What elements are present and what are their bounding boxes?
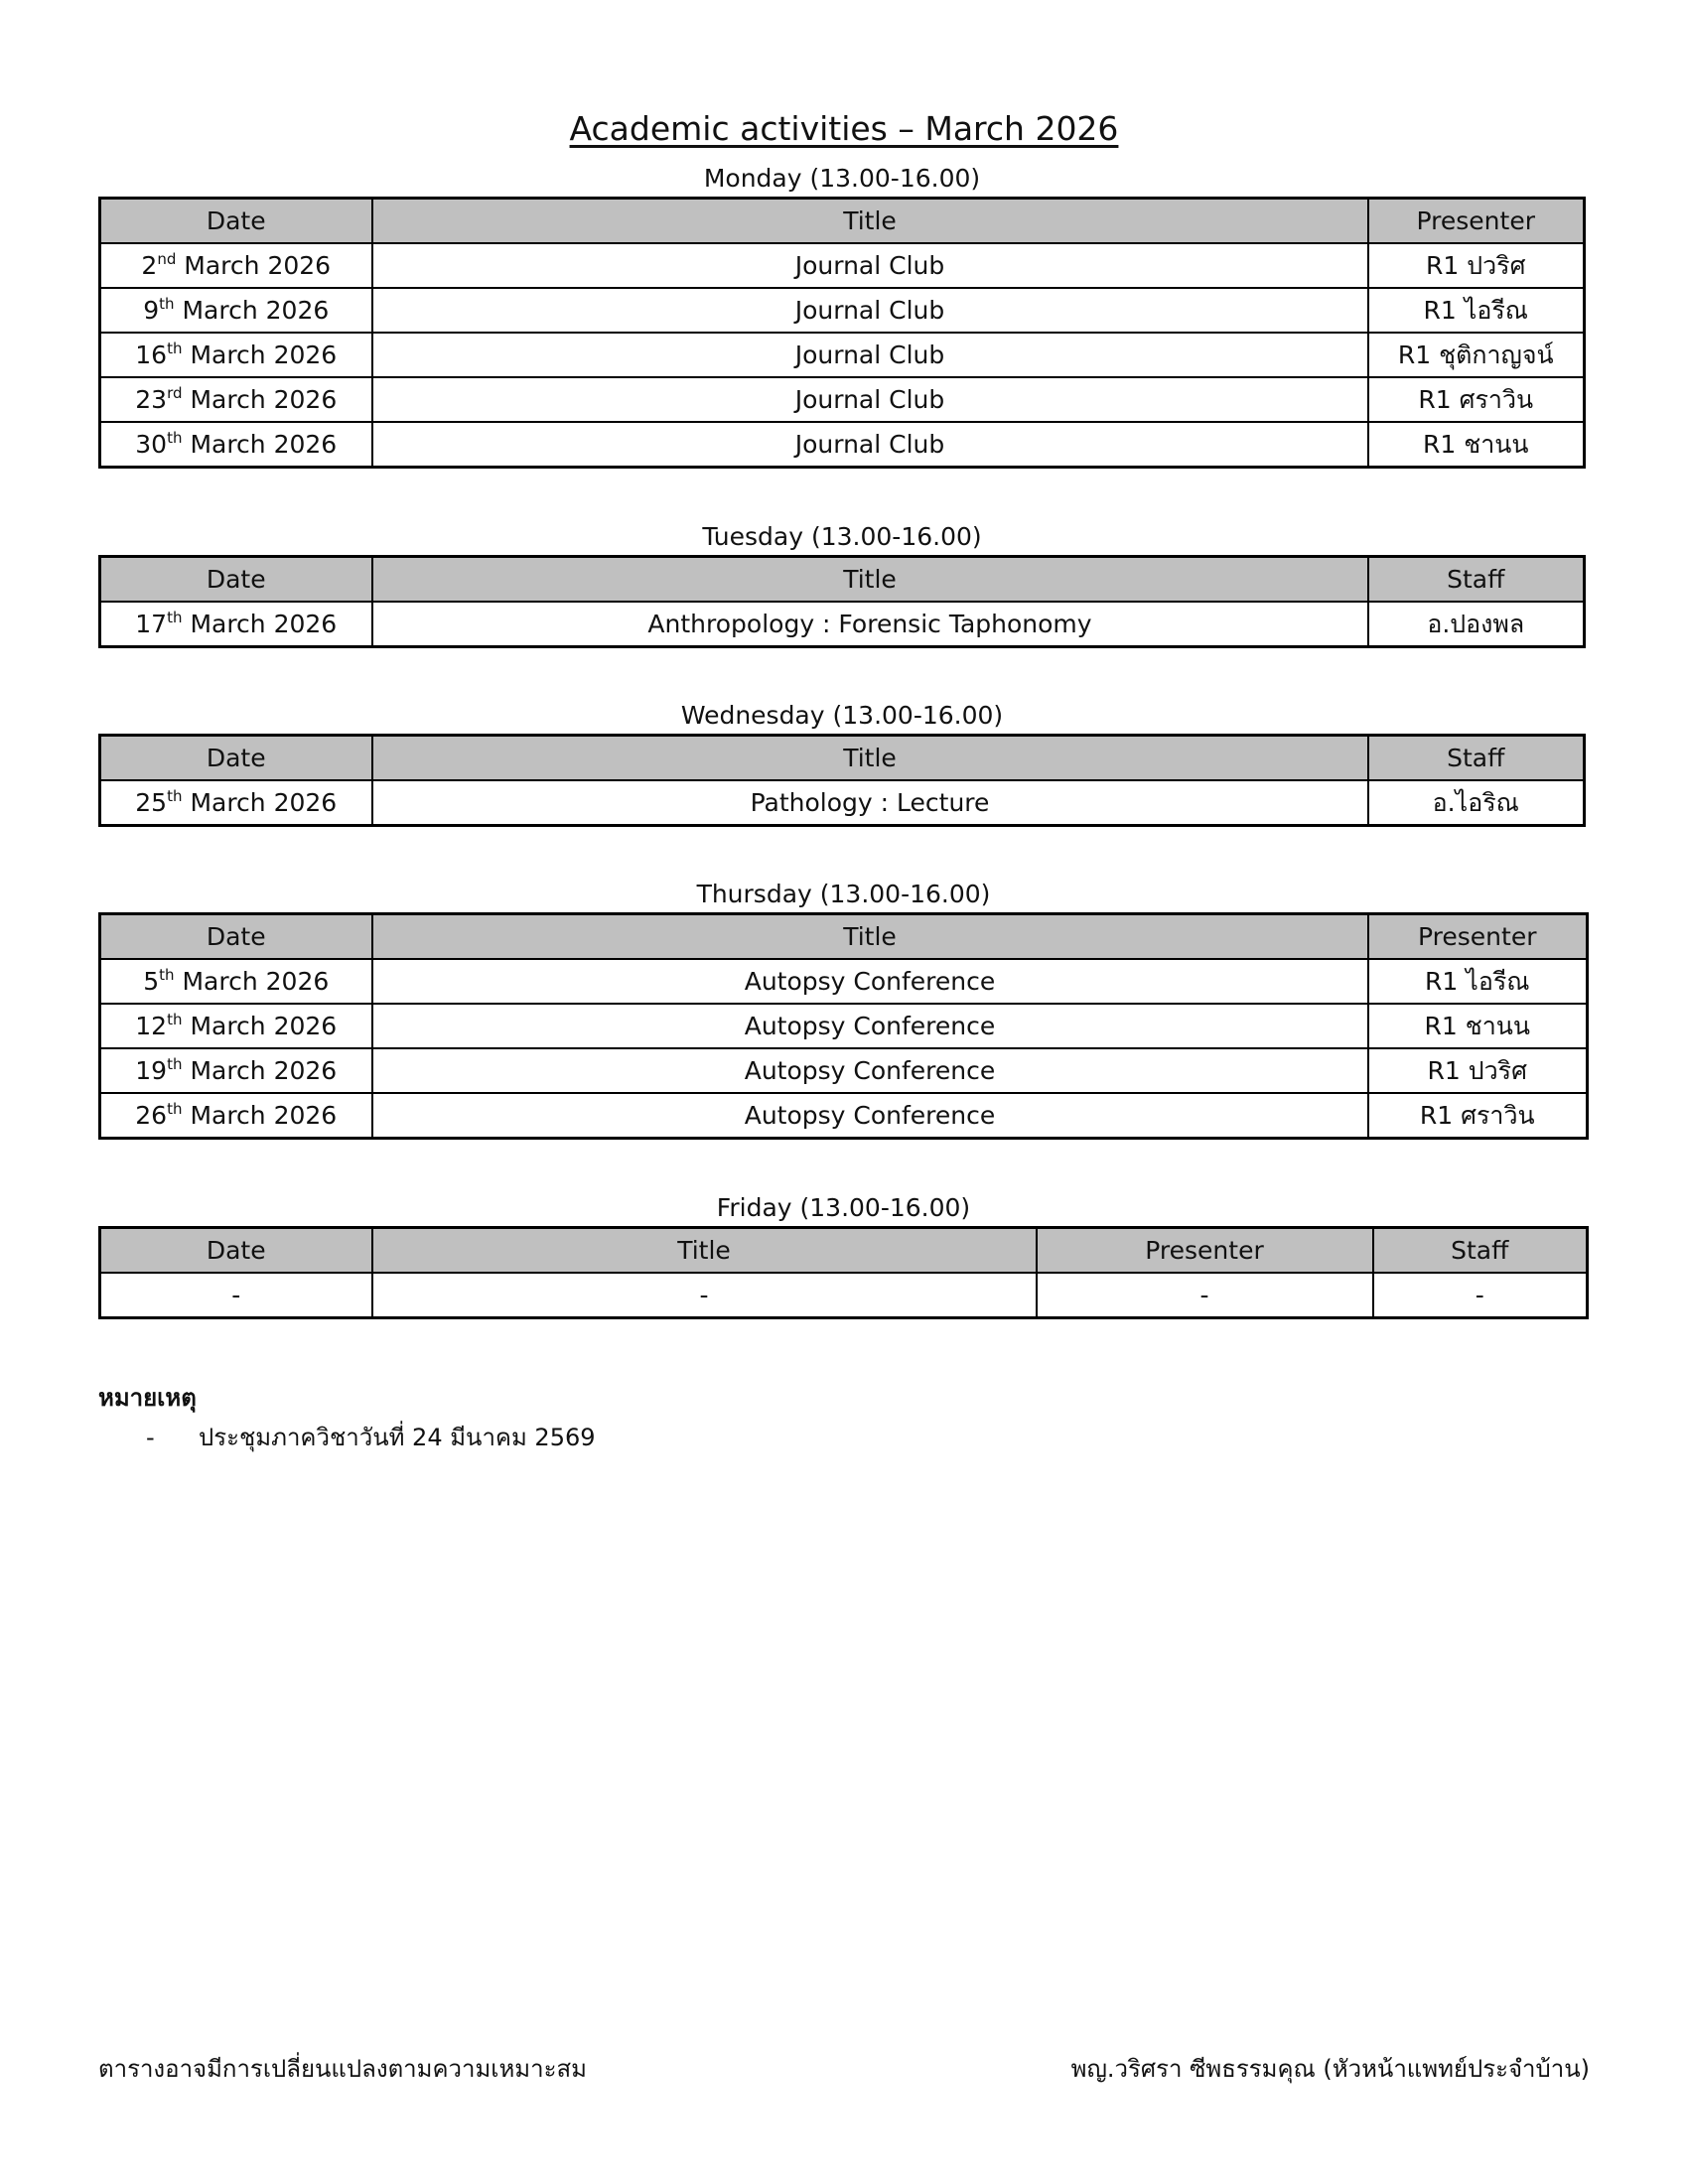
table-row — [100, 1048, 1588, 1093]
friday-section — [98, 1190, 1589, 1319]
title-cell: Autopsy Conference — [372, 1004, 1368, 1048]
friday-table — [98, 1226, 1589, 1319]
title-cell: Journal Club — [372, 288, 1368, 333]
title-cell: Autopsy Conference — [372, 959, 1368, 1004]
date-cell: 23rd March 2026 — [100, 377, 372, 422]
presenter-cell: R1 ชุติกาญจน์ — [1368, 333, 1585, 377]
tuesday-table — [98, 555, 1586, 648]
header-presenter: Presenter — [1368, 199, 1585, 244]
header-title: Title — [372, 736, 1368, 781]
footer-disclaimer: ตารางอาจมีการเปลี่ยนแปลงตามความเหมาะสม — [98, 2055, 587, 2083]
thursday-section-title: Thursday (13.00-16.00) — [696, 880, 991, 908]
title-cell: Anthropology : Forensic Taphonomy — [372, 602, 1368, 647]
table-row — [100, 780, 1585, 826]
staff-cell: - — [1373, 1273, 1588, 1318]
date-cell: - — [100, 1273, 372, 1318]
presenter-cell: - — [1037, 1273, 1373, 1318]
date-cell: 25th March 2026 — [100, 780, 372, 826]
wednesday-section — [98, 698, 1586, 827]
table-row — [100, 333, 1585, 377]
title-cell: Journal Club — [372, 422, 1368, 468]
date-cell: 9th March 2026 — [100, 288, 372, 333]
table-row — [100, 377, 1585, 422]
table-row — [100, 243, 1585, 288]
header-date: Date — [100, 1228, 372, 1274]
header-title: Title — [372, 914, 1368, 960]
header-staff: Staff — [1368, 557, 1585, 603]
thursday-table — [98, 912, 1589, 1140]
header-title: Title — [372, 199, 1368, 244]
header-title: Title — [372, 557, 1368, 603]
presenter-cell: R1 ปวริศ — [1368, 1048, 1588, 1093]
monday-section-title: Monday (13.00-16.00) — [703, 164, 981, 193]
header-title: Title — [372, 1228, 1037, 1274]
presenter-cell: R1 ปวริศ — [1368, 243, 1585, 288]
title-cell: Journal Club — [372, 333, 1368, 377]
table-row — [100, 602, 1585, 647]
monday-table — [98, 197, 1586, 469]
title-cell: Journal Club — [372, 377, 1368, 422]
date-cell: 30th March 2026 — [100, 422, 372, 468]
title-cell: Journal Club — [372, 243, 1368, 288]
presenter-cell: R1 ไอรีณ — [1368, 959, 1588, 1004]
note-bullet: - — [146, 1424, 155, 1451]
table-row — [100, 1004, 1588, 1048]
table-row — [100, 422, 1585, 468]
staff-cell: อ.ไอริณ — [1368, 780, 1585, 826]
page-title: Academic activities – March 2026 — [569, 109, 1119, 148]
table-row — [100, 959, 1588, 1004]
tuesday-section — [98, 519, 1586, 648]
date-cell: 26th March 2026 — [100, 1093, 372, 1139]
header-presenter: Presenter — [1368, 914, 1588, 960]
thursday-section — [98, 877, 1589, 1140]
presenter-cell: R1 ศราวิน — [1368, 377, 1585, 422]
table-row — [100, 288, 1585, 333]
footer-signature: พญ.วริศรา ซีพธรรมคุณ (หัวหน้าแพทย์ประจำบ้าน) — [1070, 2055, 1590, 2083]
presenter-cell: R1 ชานน — [1368, 422, 1585, 468]
wednesday-section-title: Wednesday (13.00-16.00) — [680, 701, 1004, 730]
note-text: ประชุมภาควิชาวันที่ 24 มีนาคม 2569 — [199, 1424, 596, 1451]
presenter-cell: R1 ชานน — [1368, 1004, 1588, 1048]
header-staff: Staff — [1368, 736, 1585, 781]
header-date: Date — [100, 736, 372, 781]
title-cell: - — [372, 1273, 1037, 1318]
title-cell: Autopsy Conference — [372, 1048, 1368, 1093]
date-cell: 16th March 2026 — [100, 333, 372, 377]
header-presenter: Presenter — [1037, 1228, 1373, 1274]
title-cell: Autopsy Conference — [372, 1093, 1368, 1139]
staff-cell: อ.ปองพล — [1368, 602, 1585, 647]
header-date: Date — [100, 914, 372, 960]
friday-section-title: Friday (13.00-16.00) — [716, 1193, 971, 1222]
table-row — [100, 1273, 1588, 1318]
date-cell: 5th March 2026 — [100, 959, 372, 1004]
presenter-cell: R1 ศราวิน — [1368, 1093, 1588, 1139]
title-cell: Pathology : Lecture — [372, 780, 1368, 826]
header-date: Date — [100, 199, 372, 244]
note-item — [146, 1418, 596, 1456]
monday-section — [98, 161, 1586, 469]
date-cell: 17th March 2026 — [100, 602, 372, 647]
header-staff: Staff — [1373, 1228, 1588, 1274]
presenter-cell: R1 ไอรีณ — [1368, 288, 1585, 333]
wednesday-table — [98, 734, 1586, 827]
table-row — [100, 1093, 1588, 1139]
notes-heading: หมายเหตุ — [98, 1384, 197, 1412]
header-date: Date — [100, 557, 372, 603]
tuesday-section-title: Tuesday (13.00-16.00) — [702, 522, 982, 551]
date-cell: 12th March 2026 — [100, 1004, 372, 1048]
date-cell: 2nd March 2026 — [100, 243, 372, 288]
date-cell: 19th March 2026 — [100, 1048, 372, 1093]
